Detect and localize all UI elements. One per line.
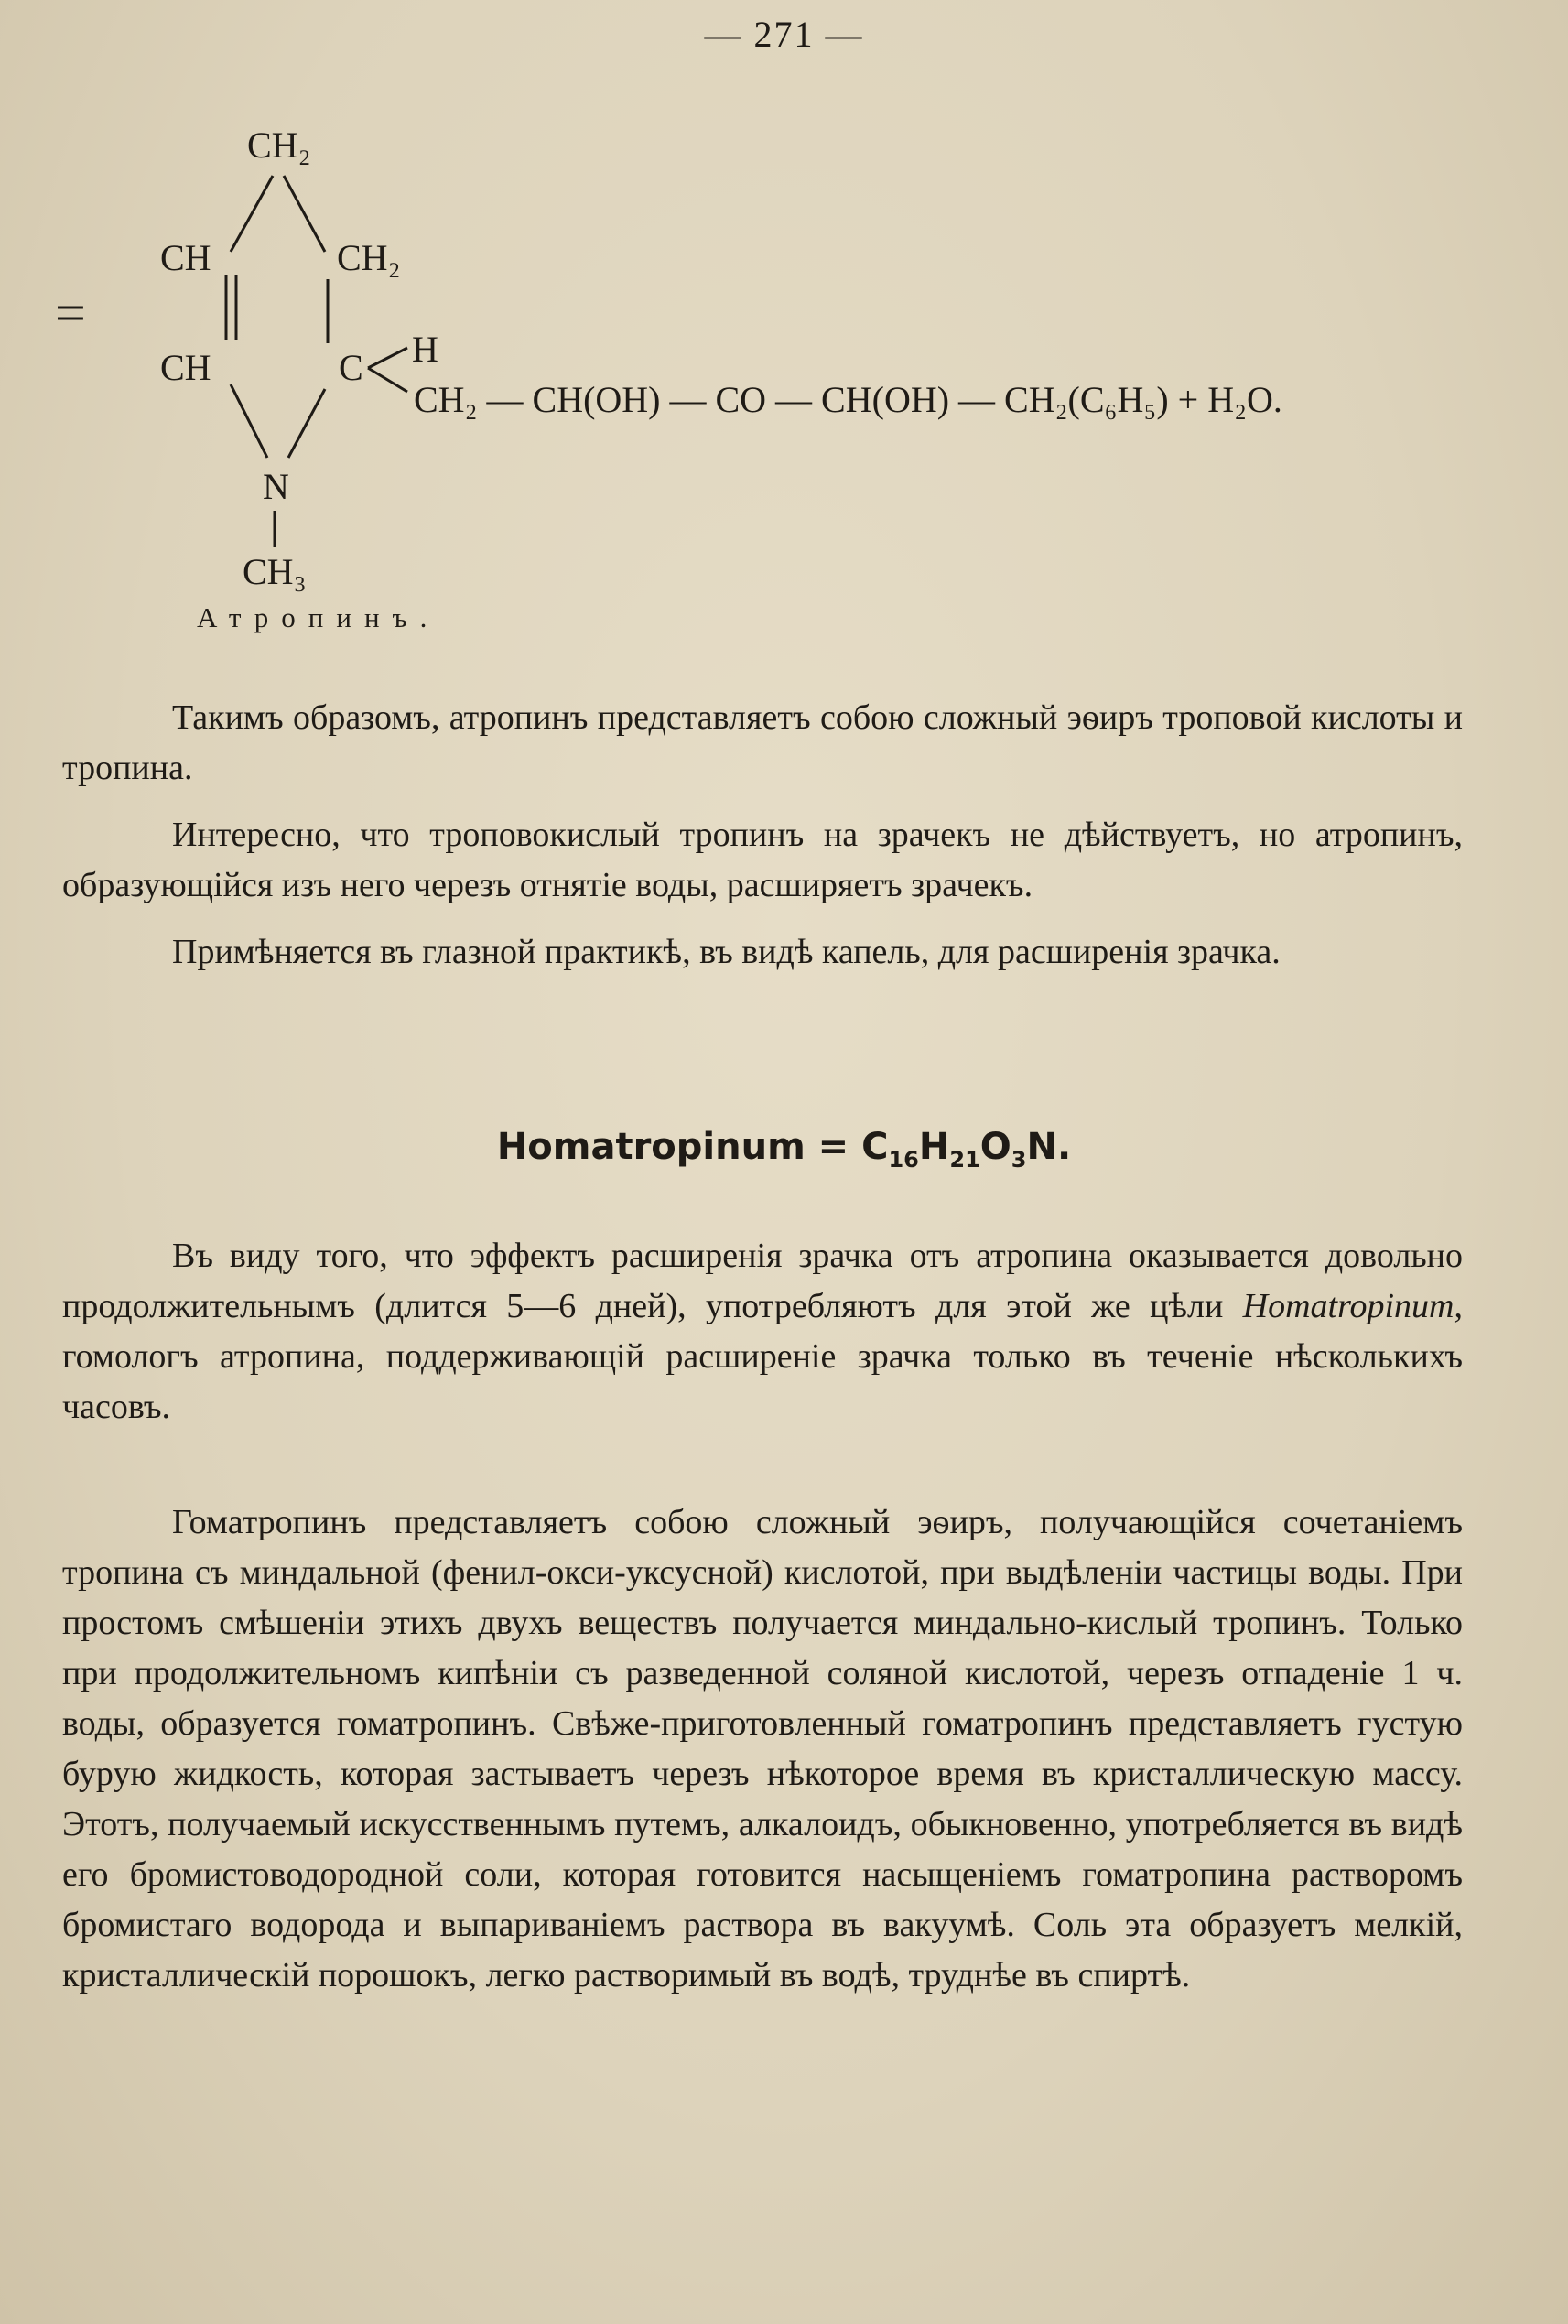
ring-atom-right-upper: CH₂ <box>337 237 401 278</box>
ring-atom-nitrogen: N <box>263 466 289 507</box>
ring-atom-top: CH₂ <box>247 124 311 166</box>
text-block-homatropine-preparation <box>62 1497 1463 2001</box>
latin-term: Homatropinum <box>1242 1287 1454 1325</box>
page-number: — 271 — <box>704 14 864 55</box>
heading-n: N. <box>1026 1126 1072 1168</box>
paragraph: Гоматропинъ представляетъ собою сложный эѳиръ, получающійся сочетаніемъ тропина съ миндальной (фенил-окси-уксусной) кислотой, при выдѣленіи частицы воды. При простомъ смѣшеніи этихъ двухъ веществъ получается миндально-кислый тропинъ. Только при продолжительномъ кипѣніи съ разведенной соляной кислотой, черезъ отпаденіе 1 ч. воды, образуется гоматропинъ. Свѣже-приготовленный гоматропинъ представляетъ густую бурую жидкость, которая застываетъ черезъ нѣкоторое время въ кристаллическую массу. Этотъ, получаемый искусственнымъ путемъ, алкалоидъ, обыкновенно, употребляется въ видѣ его бромистоводородной соли, которая готовится насыщеніемъ гоматропина растворомъ бромистаго водорода и выпариваніемъ раствора въ вакуумѣ. Соль эта образуетъ мелкій, кристаллическій порошокъ, легко растворимый въ водѣ, труднѣе въ спиртѣ. <box>62 1503 1463 1994</box>
section-heading <box>0 1126 1568 1173</box>
formula-drawing <box>0 0 1568 659</box>
ring-atom-left-lower: CH <box>160 347 211 388</box>
n-methyl-group: CH₃ <box>243 551 307 592</box>
paragraph: Примѣняется въ глазной практикѣ, въ видѣ капель, для расширенія зрачка. <box>172 933 1281 971</box>
bond-bottom-left <box>231 384 267 458</box>
heading-o: O <box>979 1126 1011 1168</box>
branch-hydrogen: H <box>412 329 438 370</box>
atropine-structural-formula <box>0 0 1568 659</box>
paragraph: Интересно, что троповокислый тропинъ на зрачекъ не дѣйствуетъ, но атропинъ, образующійся изъ него черезъ отнятіе воды, расширяетъ зрачекъ. <box>62 816 1463 904</box>
formula-equals-sign: = <box>55 283 86 343</box>
heading-c: C <box>861 1126 889 1168</box>
bond-c-h <box>368 348 407 368</box>
paragraph <box>62 1231 1463 1432</box>
side-chain: CH₂ — CH(OH) — CO — CH(OH) — CH₂(C₆H₅) + H₂O. <box>414 379 1282 420</box>
text-block-homatropine-intro <box>62 1231 1463 1432</box>
ring-atom-right-lower: C <box>339 347 363 388</box>
heading-c-sub: 16 <box>888 1147 919 1173</box>
heading-o-sub: 3 <box>1011 1147 1027 1173</box>
bond-c-chain <box>368 368 407 392</box>
heading-h: H <box>918 1126 950 1168</box>
text-block-atropine <box>62 693 1463 994</box>
heading-equals: = <box>805 1126 862 1168</box>
ring-atom-left-upper: CH <box>160 237 211 278</box>
bond-top-left <box>231 176 273 252</box>
formula-caption: Атропинъ. <box>197 601 440 633</box>
heading-name: Homatropinum <box>496 1126 806 1168</box>
bond-top-right <box>284 176 325 252</box>
paragraph: Такимъ образомъ, атропинъ представляетъ собою сложный эѳиръ троповой кислоты и тропина. <box>62 698 1463 787</box>
heading-h-sub: 21 <box>949 1147 980 1173</box>
ring-bonds <box>226 176 407 547</box>
paragraph-text: , гомологъ атропина, поддерживающій расширеніе зрачка только въ теченіе нѣсколькихъ часовъ. <box>62 1287 1463 1426</box>
paragraph-text: Въ виду того, что эффектъ расширенія зрачка отъ атропина оказывается довольно продолжительнымъ (длится 5—6 дней), употребляютъ для этой же цѣли <box>62 1237 1463 1325</box>
bond-bottom-right <box>288 389 325 458</box>
